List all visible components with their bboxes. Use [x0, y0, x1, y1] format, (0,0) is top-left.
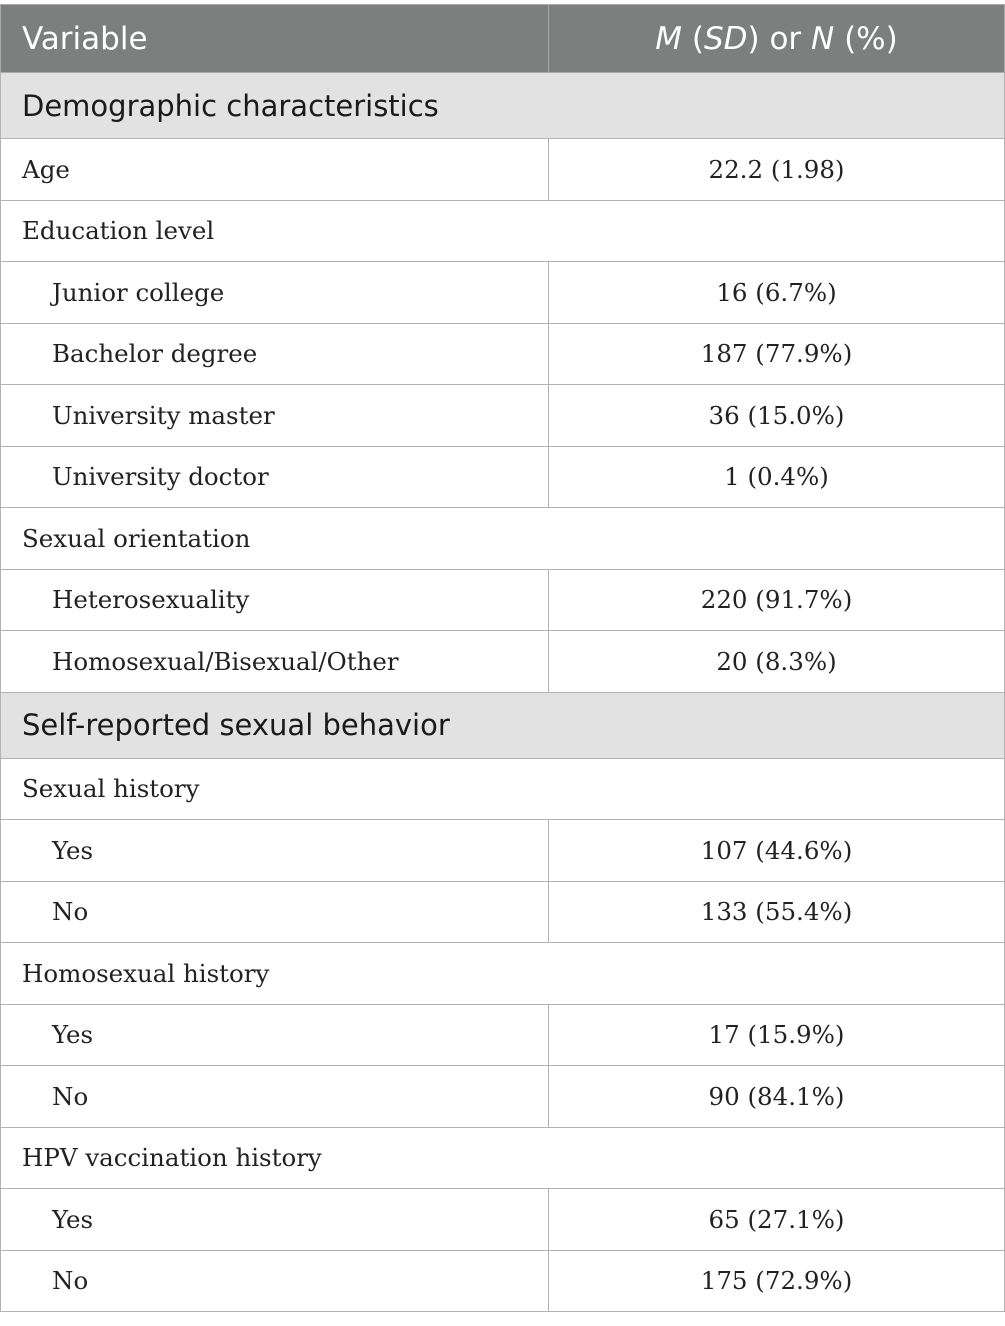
- section-row: [1, 692, 1005, 758]
- variable-value: 20 (8.3%): [549, 631, 1005, 693]
- section-title: Self-reported sexual behavior: [1, 692, 1005, 758]
- table-row: [1, 385, 1005, 447]
- header-value: M (SD) or N (%): [549, 5, 1005, 73]
- table-row: [1, 446, 1005, 508]
- variable-value: 175 (72.9%): [549, 1250, 1005, 1312]
- table-body: [1, 73, 1005, 1312]
- table-row: [1, 323, 1005, 385]
- demographics-table: [0, 4, 1005, 1312]
- category-label: HPV vaccination history: [1, 1127, 1005, 1189]
- variable-label: Yes: [1, 1004, 549, 1066]
- category-label: Homosexual history: [1, 943, 1005, 1005]
- table-row: [1, 1189, 1005, 1251]
- table-row: [1, 1066, 1005, 1128]
- table-row: [1, 820, 1005, 882]
- table-row: [1, 508, 1005, 570]
- table-row: [1, 1127, 1005, 1189]
- variable-value: 16 (6.7%): [549, 262, 1005, 324]
- variable-value: 22.2 (1.98): [549, 139, 1005, 201]
- table-row: [1, 758, 1005, 820]
- table-row: [1, 943, 1005, 1005]
- table-row: [1, 881, 1005, 943]
- variable-label: No: [1, 1066, 549, 1128]
- variable-value: 36 (15.0%): [549, 385, 1005, 447]
- variable-value: 107 (44.6%): [549, 820, 1005, 882]
- variable-value: 17 (15.9%): [549, 1004, 1005, 1066]
- category-label: Sexual orientation: [1, 508, 1005, 570]
- variable-value: 133 (55.4%): [549, 881, 1005, 943]
- variable-label: Homosexual/Bisexual/Other: [1, 631, 549, 693]
- table-row: [1, 631, 1005, 693]
- table-row: [1, 200, 1005, 262]
- table-row: [1, 139, 1005, 201]
- variable-value: 187 (77.9%): [549, 323, 1005, 385]
- table-row: [1, 569, 1005, 631]
- variable-label: No: [1, 1250, 549, 1312]
- category-label: Sexual history: [1, 758, 1005, 820]
- table-row: [1, 1004, 1005, 1066]
- variable-label: University doctor: [1, 446, 549, 508]
- table-row: [1, 1250, 1005, 1312]
- variable-label: Junior college: [1, 262, 549, 324]
- variable-label: Heterosexuality: [1, 569, 549, 631]
- variable-value: 220 (91.7%): [549, 569, 1005, 631]
- variable-label: University master: [1, 385, 549, 447]
- variable-label: No: [1, 881, 549, 943]
- variable-label: Bachelor degree: [1, 323, 549, 385]
- variable-value: 65 (27.1%): [549, 1189, 1005, 1251]
- variable-label: Age: [1, 139, 549, 201]
- variable-value: 1 (0.4%): [549, 446, 1005, 508]
- table-row: [1, 262, 1005, 324]
- header-variable: Variable: [1, 5, 549, 73]
- section-title: Demographic characteristics: [1, 73, 1005, 139]
- variable-label: Yes: [1, 1189, 549, 1251]
- table-header-row: [1, 5, 1005, 73]
- category-label: Education level: [1, 200, 1005, 262]
- section-row: [1, 73, 1005, 139]
- variable-value: 90 (84.1%): [549, 1066, 1005, 1128]
- variable-label: Yes: [1, 820, 549, 882]
